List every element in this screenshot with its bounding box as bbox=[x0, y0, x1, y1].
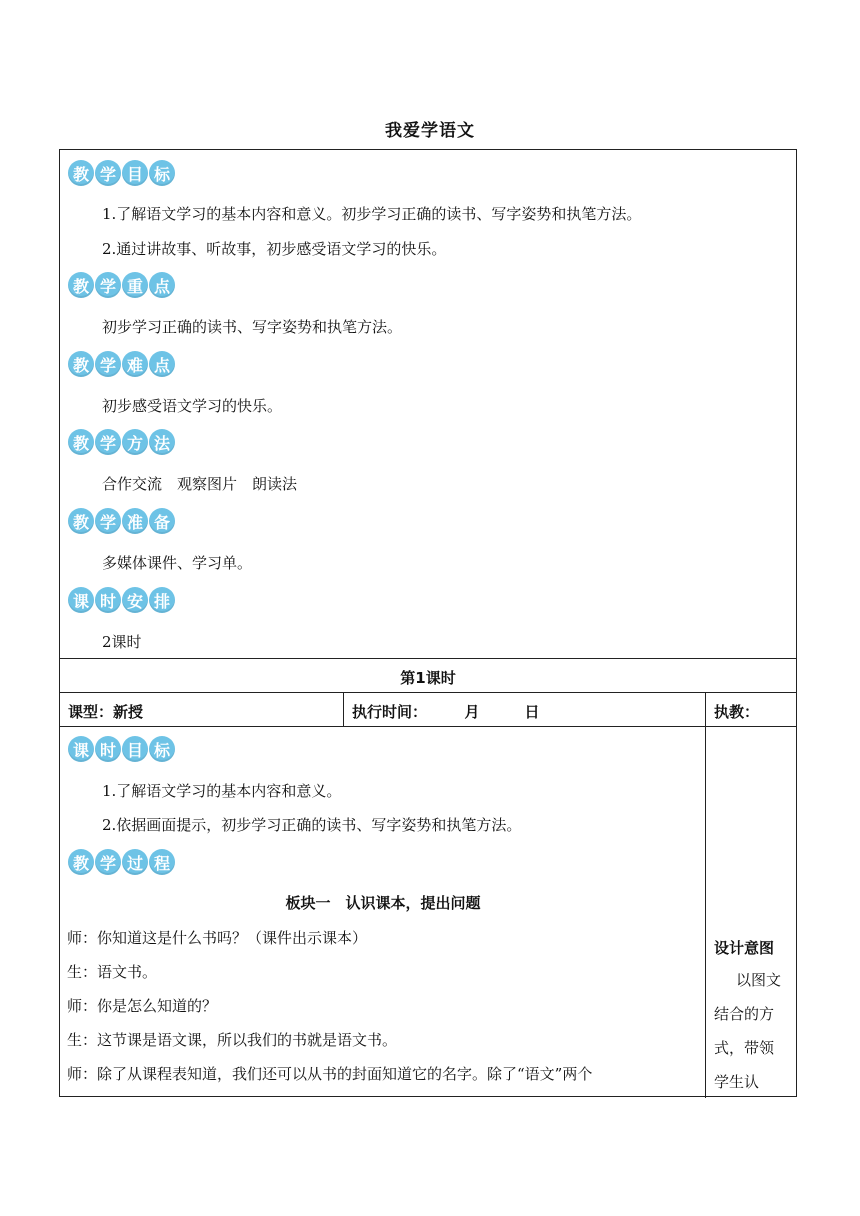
badge-char: 时 bbox=[95, 587, 121, 613]
badge-char: 法 bbox=[149, 429, 175, 455]
section-badge-methods bbox=[68, 429, 175, 455]
schedule-line: 2课时 bbox=[102, 633, 142, 651]
section-badge-goals bbox=[68, 160, 175, 186]
badge-char: 方 bbox=[122, 429, 148, 455]
section-badge-schedule bbox=[68, 587, 175, 613]
lesson-plan-table bbox=[59, 149, 797, 1097]
preparation-line: 多媒体课件、学习单。 bbox=[102, 554, 253, 572]
badge-char: 学 bbox=[95, 160, 121, 186]
badge-char: 教 bbox=[68, 849, 94, 875]
badge-char: 时 bbox=[95, 736, 121, 762]
badge-char: 备 bbox=[149, 508, 175, 534]
badge-char: 目 bbox=[122, 736, 148, 762]
badge-char: 教 bbox=[68, 351, 94, 377]
dialog-line: 师：你知道这是什么书吗？（课件出示课本） bbox=[67, 929, 368, 947]
badge-char: 学 bbox=[95, 272, 121, 298]
badge-char: 课 bbox=[68, 587, 94, 613]
dialog-line: 师：除了从课程表知道，我们还可以从书的封面知道它的名字。除了“语文”两个 bbox=[67, 1065, 593, 1083]
difficulty-line: 初步感受语文学习的快乐。 bbox=[102, 397, 283, 415]
row-divider bbox=[60, 726, 796, 727]
badge-char: 排 bbox=[149, 587, 175, 613]
badge-char: 标 bbox=[149, 160, 175, 186]
badge-char: 学 bbox=[95, 429, 121, 455]
row-divider bbox=[60, 692, 796, 693]
badge-char: 课 bbox=[68, 736, 94, 762]
badge-char: 重 bbox=[122, 272, 148, 298]
badge-char: 安 bbox=[122, 587, 148, 613]
section-badge-key-points bbox=[68, 272, 175, 298]
column-divider bbox=[343, 692, 344, 726]
badge-char: 点 bbox=[149, 351, 175, 377]
section-badge-preparation bbox=[68, 508, 175, 534]
method-line: 合作交流 观察图片 朗读法 bbox=[102, 475, 298, 493]
badge-char: 学 bbox=[95, 351, 121, 377]
badge-char: 教 bbox=[68, 272, 94, 298]
lesson-goal-line: 1.了解语文学习的基本内容和意义。 bbox=[102, 782, 342, 800]
badge-char: 点 bbox=[149, 272, 175, 298]
badge-char: 难 bbox=[122, 351, 148, 377]
key-point-line: 初步学习正确的读书、写字姿势和执笔方法。 bbox=[102, 318, 403, 336]
document-title: 我爱学语文 bbox=[385, 121, 475, 141]
lesson-type: 课型：新授 bbox=[68, 703, 144, 721]
badge-char: 学 bbox=[95, 508, 121, 534]
lesson-title: 第1课时 bbox=[400, 669, 456, 687]
dialog-line: 生：语文书。 bbox=[67, 963, 158, 981]
design-intent-text: 以图文结合的方式，带领学生认 bbox=[714, 971, 782, 1091]
row-divider bbox=[60, 658, 796, 659]
badge-char: 教 bbox=[68, 160, 94, 186]
badge-char: 标 bbox=[149, 736, 175, 762]
block-title: 板块一 认识课本，提出问题 bbox=[285, 894, 481, 912]
goal-line: 2.通过讲故事、听故事，初步感受语文学习的快乐。 bbox=[102, 240, 447, 258]
execution-time: 执行时间： 月 日 bbox=[352, 703, 540, 721]
dialog-line: 生：这节课是语文课，所以我们的书就是语文书。 bbox=[67, 1031, 398, 1049]
section-badge-lesson-goals bbox=[68, 736, 175, 762]
badge-char: 学 bbox=[95, 849, 121, 875]
dialog-line: 师：你是怎么知道的？ bbox=[67, 997, 218, 1015]
design-intent-heading: 设计意图 bbox=[714, 939, 775, 957]
section-badge-process bbox=[68, 849, 175, 875]
badge-char: 准 bbox=[122, 508, 148, 534]
section-badge-difficulties bbox=[68, 351, 175, 377]
badge-char: 过 bbox=[122, 849, 148, 875]
lesson-goal-line: 2.依据画面提示，初步学习正确的读书、写字姿势和执笔方法。 bbox=[102, 816, 522, 834]
badge-char: 教 bbox=[68, 429, 94, 455]
badge-char: 目 bbox=[122, 160, 148, 186]
goal-line: 1.了解语文学习的基本内容和意义。初步学习正确的读书、写字姿势和执笔方法。 bbox=[102, 205, 642, 223]
teacher-field: 执教： bbox=[714, 703, 760, 721]
badge-char: 教 bbox=[68, 508, 94, 534]
badge-char: 程 bbox=[149, 849, 175, 875]
